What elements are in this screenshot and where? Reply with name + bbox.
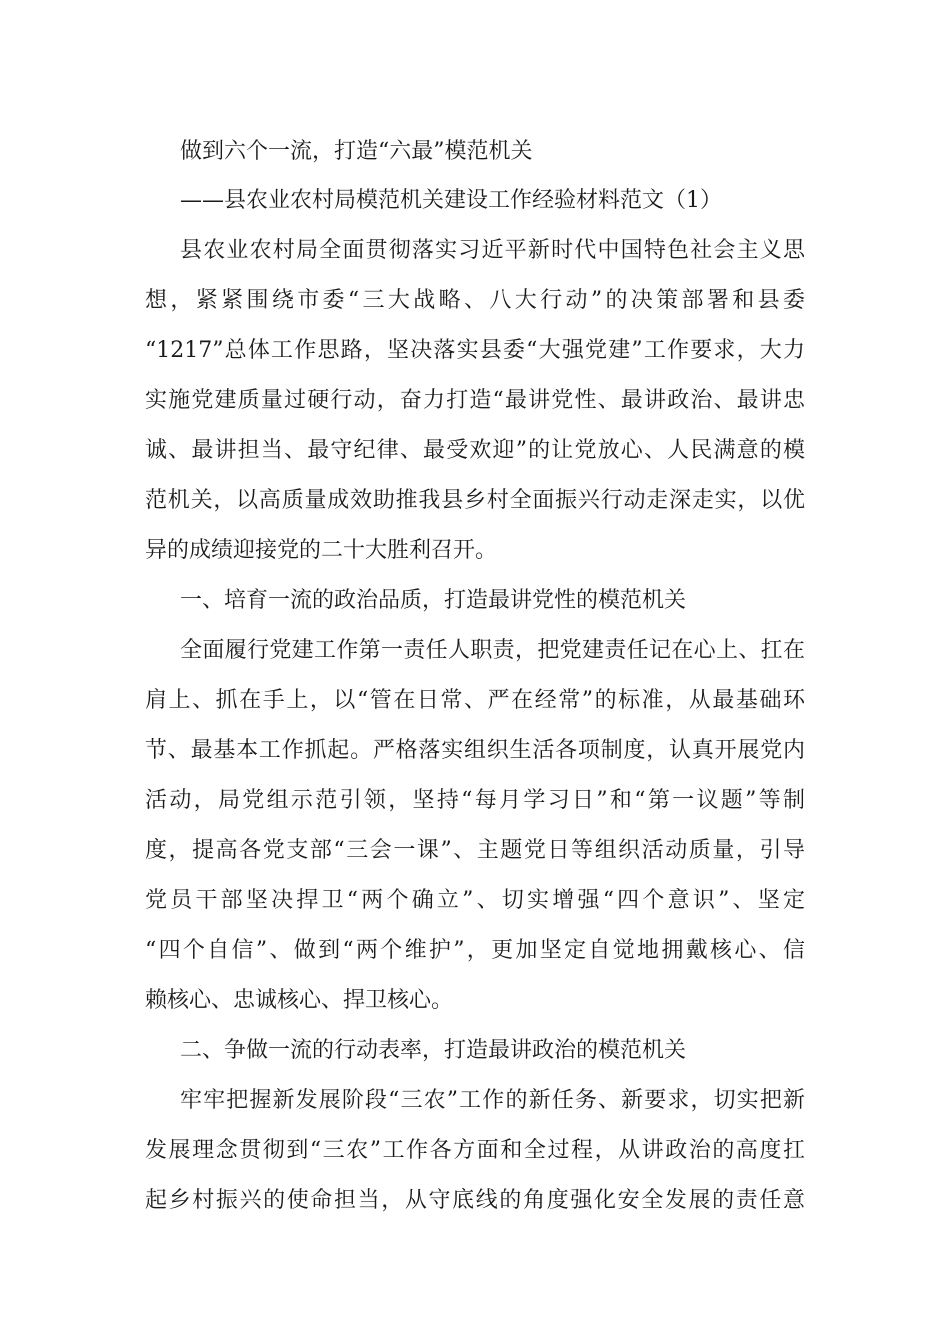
- paragraph-line: 县农业农村局全面贯彻落实习近平新时代中国特色社会主义思: [180, 238, 805, 263]
- paragraph-line: 度，提高各党支部“三会一课”、主题党日等组织活动质量，引导: [145, 838, 805, 863]
- section-heading-1: 一、培育一流的政治品质，打造最讲党性的模范机关: [180, 588, 687, 613]
- document-subtitle: ——县农业农村局模范机关建设工作经验材料范文（1）: [180, 188, 722, 213]
- paragraph-line: “1217”总体工作思路，坚决落实县委“大强党建”工作要求，大力: [145, 338, 805, 363]
- paragraph-line: 实施党建质量过硬行动，奋力打造“最讲党性、最讲政治、最讲忠: [145, 388, 805, 413]
- paragraph-line: 党员干部坚决捍卫“两个确立”、切实增强“四个意识”、坚定: [145, 888, 805, 913]
- paragraph-line: 全面履行党建工作第一责任人职责，把党建责任记在心上、扛在: [180, 638, 805, 663]
- paragraph-line: “四个自信”、做到“两个维护”，更加坚定自觉地拥戴核心、信: [145, 938, 805, 963]
- document-title: 做到六个一流，打造“六最”模范机关: [180, 139, 533, 164]
- paragraph-line: 牢牢把握新发展阶段“三农”工作的新任务、新要求，切实把新: [180, 1088, 805, 1113]
- paragraph-line: 诚、最讲担当、最守纪律、最受欢迎”的让党放心、人民满意的模: [145, 438, 805, 463]
- paragraph-line: 肩上、抓在手上，以“管在日常、严在经常”的标准，从最基础环: [145, 688, 805, 713]
- section-heading-2: 二、争做一流的行动表率，打造最讲政治的模范机关: [180, 1038, 687, 1063]
- paragraph-line: 异的成绩迎接党的二十大胜利召开。: [145, 538, 498, 563]
- paragraph-line: 发展理念贯彻到“三农”工作各方面和全过程，从讲政治的高度扛: [145, 1138, 805, 1163]
- paragraph-line: 赖核心、忠诚核心、捍卫核心。: [145, 988, 454, 1013]
- paragraph-line: 范机关，以高质量成效助推我县乡村全面振兴行动走深走实，以优: [145, 488, 805, 513]
- paragraph-line: 活动，局党组示范引领，坚持“每月学习日”和“第一议题”等制: [145, 788, 805, 813]
- paragraph-line: 节、最基本工作抓起。严格落实组织生活各项制度，认真开展党内: [145, 738, 805, 763]
- paragraph-line: 想，紧紧围绕市委“三大战略、八大行动”的决策部署和县委: [145, 288, 805, 313]
- paragraph-line: 起乡村振兴的使命担当，从守底线的角度强化安全发展的责任意: [145, 1188, 805, 1213]
